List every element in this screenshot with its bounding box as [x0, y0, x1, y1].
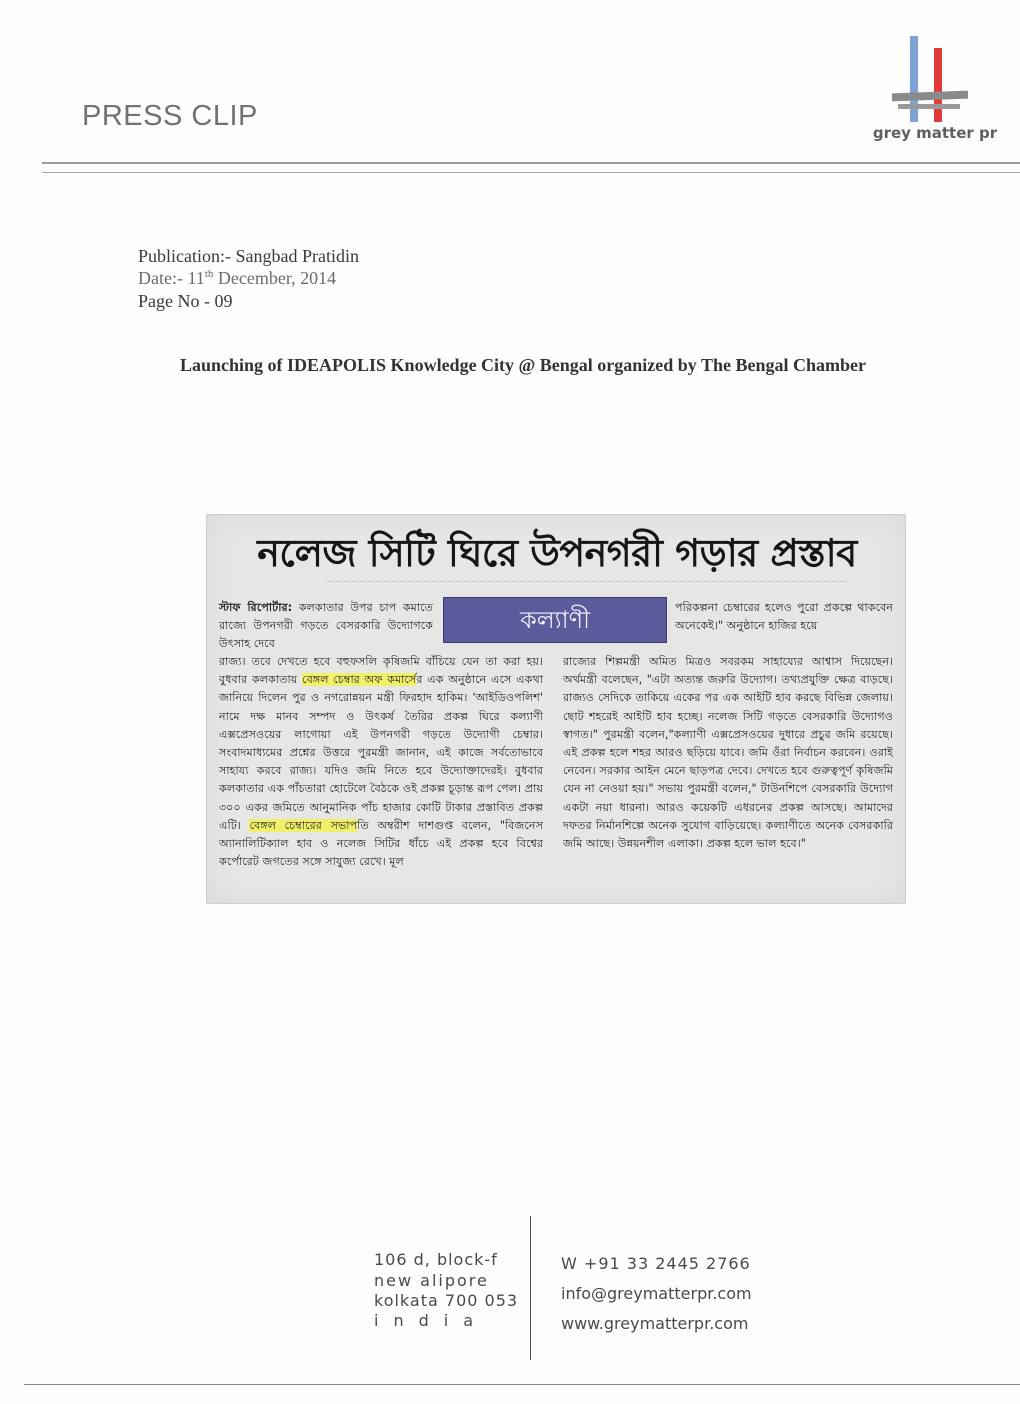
- date-prefix: Date:- 11: [138, 268, 205, 288]
- highlight-bengal-chamber: বেঙ্গল চেম্বার অফ কমার্সে: [302, 673, 417, 687]
- left-text-b: র এক অনুষ্ঠানে এসে একথা জানিয়ে দিলেন পুর ও নগরোন্নয়ন মন্ত্রী ফিরহাদ হাকিম। 'আইডিওপলিশ' নামে দক্ষ মানব সম্পদ ও উৎকর্ষ তৈরির প্রকল্প ঘিরে কল্যাণী এক্সপ্রেসওয়ের লাগোয়া এই উপনগরী গড়তে উদ্যোগী চেম্বার। সংবাদমাধ্যমের প্রশ্নের উত্তরে পুরমন্ত্রী জানান, এই কাজে সর্বতোভাবে সাহায্য করবে রাজ্য। যদিও জমি নিতে হবে উদ্যোক্তাদেরই। বুধবার কলকাতার এক পাঁচতারা হোটেলে বৈঠকে ওই প্রকল্প চূড়ান্ত রূপ পেল। প্রায় ৩০০ একর জমিতে আনুমানিক পাঁচ হাজার কোটি টাকার প্রস্তাবিত প্রকল্প এটি।: [219, 673, 543, 832]
- byline: স্টাফ রিপোর্টার:: [219, 601, 293, 614]
- website-link[interactable]: www.greymatterpr.com: [561, 1314, 749, 1333]
- phone-number: W +91 33 2445 2766: [561, 1254, 751, 1273]
- left-column: [219, 653, 543, 871]
- address-line-2: new alipore: [374, 1271, 489, 1290]
- footer-rule: [24, 1384, 1020, 1385]
- date-rest: December, 2014: [213, 268, 337, 288]
- location-banner: কল্যাণী: [443, 597, 667, 643]
- logo-blue-bar: [910, 36, 918, 122]
- logo-cross-bar-2: [898, 104, 960, 109]
- logo-red-bar: [934, 48, 942, 122]
- clipping-subline: [327, 581, 847, 590]
- brand-name: grey matter pr: [872, 124, 998, 142]
- address-line-3: kolkata 700 053: [374, 1291, 519, 1310]
- publication: Publication:- Sangbad Pratidin: [138, 246, 359, 266]
- left-text-c: তি অম্বরীশ দাশগুপ্ত বলেন, "বিজনেস অ্যানালিটিক্যাল হাব ও নলেজ সিটির ধাঁচে এই প্রকল্প হবে বিশ্বের কর্পোরেট জগতের সঙ্গে সাযুজ্য রেখে। মূল: [219, 818, 543, 869]
- highlight-chamber-president: বেঙ্গল চেম্বারের সভাপ: [249, 818, 358, 832]
- press-clip-label: PRESS CLIP: [82, 100, 258, 132]
- right-column-intro: পরিকল্পনা চেম্বারের হলেও পুরো প্রকল্পে থাকবেন অনেকেই।" অনুষ্ঠানে হাজির হয়ে: [675, 601, 893, 633]
- logo-cross-bar: [892, 91, 968, 102]
- right-column: রাজ্যের শিল্পমন্ত্রী অমিত মিত্রও সবরকম সাহায্যের আশ্বাস দিয়েছেন। অর্থমন্ত্রী বলেছেন, "এটা অত্যন্ত জরুরি উদ্যোগ। তথ্যপ্রযুক্তি ক্ষেত্র বাড়ছে। রাজ্যও সেদিকে তাকিয়ে একের পর এক আইটি হাব করছে বিভিন্ন জেলায়। ছোট শহরেই আইটি হাব হচ্ছে। নলেজ সিটি গড়তে বেসরকারি উদ্যোগও স্বাগত।" পুরমন্ত্রী বলেন,"কল্যাণী এক্সপ্রেসওয়ের দুধারে প্রচুর জমি রয়েছে। এই প্রকল্প হলে শহর আরও ছড়িয়ে যাবে। জমি ওঁরা নির্বাচন করবেন। ওরাই নেবেন। সরকার আইন মেনে ছাড়পত্র দেবে। দেখতে হবে গুরুত্বপূর্ণ কৃষিজমি যেন না নেওয়া হয়।" সভায় পুরমন্ত্রী বলেন," টাউনশিপে বেসরকারি উদ্যোগ একটা নয়া ধারনা। আরও কয়েকটি এধরনের প্রকল্প আসছে। আমাদের দফতর নির্মানশিল্পে অনেক সুযোগ বাড়িয়েছে। কল্যাণীতে অনেক বেসরকারি জমি আছে। উন্নয়নশীল এলাকা। প্রকল্প হলে ভাল হবে।": [563, 655, 893, 851]
- publication-date: [138, 268, 336, 289]
- left-column-intro: [219, 599, 433, 654]
- clipping-headline: নলেজ সিটি ঘিরে উপনগরী গড়ার প্রস্তাব: [257, 531, 857, 575]
- date-suffix: th: [204, 268, 214, 280]
- address-line-4: india: [374, 1311, 488, 1330]
- clip-title: Launching of IDEAPOLIS Knowledge City @ Bengal organized by The Bengal Chamber: [180, 355, 866, 375]
- header-rule: [42, 162, 1020, 164]
- header-rule-thin: [42, 172, 1020, 173]
- page-number: Page No - 09: [138, 291, 233, 311]
- footer-divider: [530, 1216, 531, 1360]
- newspaper-clipping: [206, 514, 906, 904]
- email-link[interactable]: info@greymatterpr.com: [561, 1284, 752, 1303]
- left-intro-text: কলকাতার উপর চাপ কমাতে রাজ্যে উপনগরী গড়তে বেসরকারি উদ্যোগকে উৎসাহ দেবে: [219, 601, 433, 651]
- left-text-a: রাজ্য। তবে দেখতে হবে বহুফসলি কৃষিজমি বাঁচিয়ে যেন তা করা হয়। বুধবার কলকাতায়: [219, 655, 543, 687]
- address-line-1: 106 d, block-f: [374, 1250, 498, 1269]
